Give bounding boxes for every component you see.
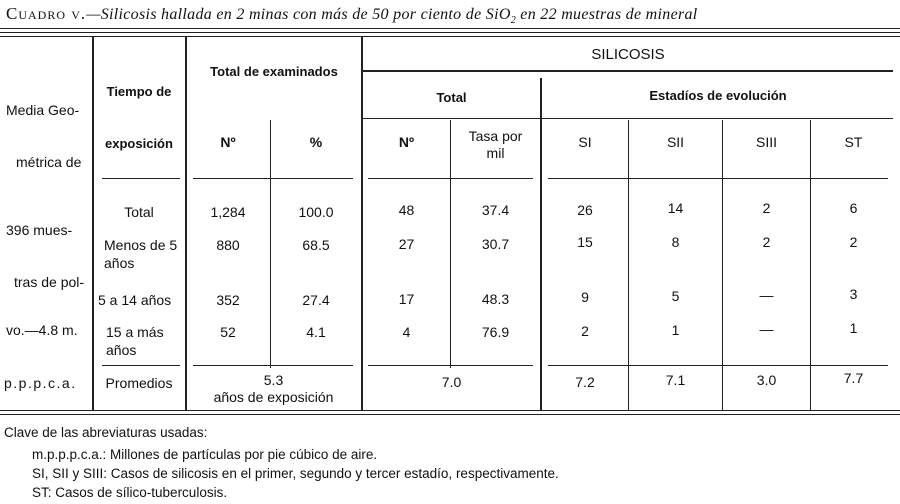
cell-siii: 2 xyxy=(762,234,771,250)
row-label-line: Menos de 5 xyxy=(104,237,178,253)
cell-n: 880 xyxy=(216,237,240,253)
cell-tasa: 37.4 xyxy=(481,202,510,218)
header-tiempo-1: Tiempo de xyxy=(106,84,172,99)
vline-tiempo xyxy=(185,37,187,410)
header-rule-tiempo xyxy=(102,178,180,179)
bottom-rule-2 xyxy=(0,414,900,415)
side-text-line: tras de pol- xyxy=(14,274,85,290)
cell-st: 2 xyxy=(849,234,858,250)
legend-line: SI, SII y SIII: Casos de silicosis en el primer, segundo y tercer estadío, respectivamente. xyxy=(32,466,559,481)
cell-pct: 4.1 xyxy=(306,324,326,340)
vline-side xyxy=(92,37,94,410)
cell-silicosis-n: 27 xyxy=(398,236,415,252)
silicosis-underline xyxy=(363,70,893,72)
header-rule-estadios xyxy=(548,178,888,179)
side-text-line: p.p.p.c.a. xyxy=(4,375,77,391)
cell-st: 3 xyxy=(849,286,858,302)
header-silicosis: SILICOSIS xyxy=(591,46,665,63)
header-sii: SII xyxy=(666,134,685,150)
row-label-line: 15 a más xyxy=(106,324,164,340)
title-text: —Silicosis hallada en 2 minas con más de 50 por ciento de SiO xyxy=(86,6,511,23)
promedios-examinados-value: 5.3 xyxy=(263,372,284,388)
row-label-line: años xyxy=(104,255,135,271)
row-label: 5 a 14 años xyxy=(98,292,172,308)
cell-pct: 27.4 xyxy=(302,292,330,308)
cell-n: 52 xyxy=(220,324,236,340)
table-title xyxy=(6,4,698,26)
legend-line: m.p.p.p.c.a.: Millones de partículas por pie cúbico de aire. xyxy=(32,447,378,462)
promedios-rule-1 xyxy=(102,365,180,366)
cell-tasa: 30.7 xyxy=(481,236,510,252)
header-tiempo-2: exposición xyxy=(105,136,173,151)
vline-si xyxy=(628,120,629,410)
cell-st: 1 xyxy=(849,320,858,336)
title-subscript: 2 xyxy=(510,15,516,27)
row-label xyxy=(106,323,164,359)
header-silicosis-no: Nº xyxy=(398,134,415,150)
cell-si: 9 xyxy=(581,289,589,305)
vline-siii xyxy=(810,120,811,410)
top-rule-2 xyxy=(0,32,900,33)
promedios-examinados xyxy=(186,372,361,406)
cell-tasa: 76.9 xyxy=(481,324,510,340)
promedios-rule-4 xyxy=(548,365,888,366)
promedios-sii: 7.1 xyxy=(665,372,686,388)
promedios-total: 7.0 xyxy=(441,374,462,390)
cell-n: 352 xyxy=(216,292,240,308)
header-estadios: Estadíos de evolución xyxy=(649,88,787,103)
cell-si: 2 xyxy=(581,323,589,339)
subheader-rule xyxy=(363,118,893,119)
promedios-siii: 3.0 xyxy=(756,372,777,388)
side-text-line: 396 mues- xyxy=(6,222,73,238)
header-tasa-1: Tasa por xyxy=(468,128,523,144)
cell-sii: 1 xyxy=(671,322,680,338)
top-rule-3 xyxy=(0,36,900,37)
cell-si: 15 xyxy=(577,234,593,250)
row-label: Total xyxy=(124,204,154,220)
header-rule-examinados xyxy=(193,178,353,179)
cell-si: 26 xyxy=(577,202,593,218)
legend-line: ST: Casos de sílico-tuberculosis. xyxy=(32,485,228,500)
cell-pct: 100.0 xyxy=(298,204,334,220)
cell-sii: 14 xyxy=(667,200,684,216)
cell-tasa: 48.3 xyxy=(481,291,510,307)
row-label-line: años xyxy=(106,342,137,358)
header-tasa-2: mil xyxy=(486,145,505,161)
promedios-label: Promedios xyxy=(105,375,173,391)
header-st: ST xyxy=(844,134,863,150)
header-si: SI xyxy=(578,134,592,150)
promedios-si: 7.2 xyxy=(575,374,595,390)
cell-siii: — xyxy=(759,321,774,337)
cell-sii: 5 xyxy=(671,288,680,304)
header-pct: % xyxy=(309,134,323,150)
cell-siii: 2 xyxy=(762,200,771,216)
cell-n: 1,284 xyxy=(210,204,246,220)
side-text-line: métrica de xyxy=(16,154,82,170)
bottom-rule-1 xyxy=(0,410,900,411)
row-label xyxy=(104,236,177,272)
side-text-line: Media Geo- xyxy=(6,102,80,118)
cell-sii: 8 xyxy=(671,234,680,250)
header-no: Nº xyxy=(220,134,236,150)
promedios-rule-2 xyxy=(193,365,353,366)
header-siii: SIII xyxy=(755,134,777,150)
header-tasa xyxy=(451,128,540,162)
legend-heading: Clave de las abreviaturas usadas: xyxy=(4,425,208,440)
title-tail: en 22 muestras de mineral xyxy=(516,6,698,23)
cell-pct: 68.5 xyxy=(302,237,330,253)
cell-silicosis-n: 17 xyxy=(398,291,415,307)
header-total-examinados: Total de examinados xyxy=(210,64,338,79)
promedios-examinados-unit: años de exposición xyxy=(213,389,334,405)
cell-siii: — xyxy=(759,287,774,303)
vline-sii xyxy=(722,120,723,410)
cell-st: 6 xyxy=(849,200,858,216)
cell-silicosis-n: 48 xyxy=(398,202,415,218)
side-text-line: vo.—4.8 m. xyxy=(6,322,78,338)
title-lead: Cuadro v. xyxy=(6,4,87,23)
promedios-st: 7.7 xyxy=(843,370,864,386)
header-total: Total xyxy=(436,90,467,105)
cell-silicosis-n: 4 xyxy=(402,324,411,340)
top-rule-1 xyxy=(0,28,900,29)
